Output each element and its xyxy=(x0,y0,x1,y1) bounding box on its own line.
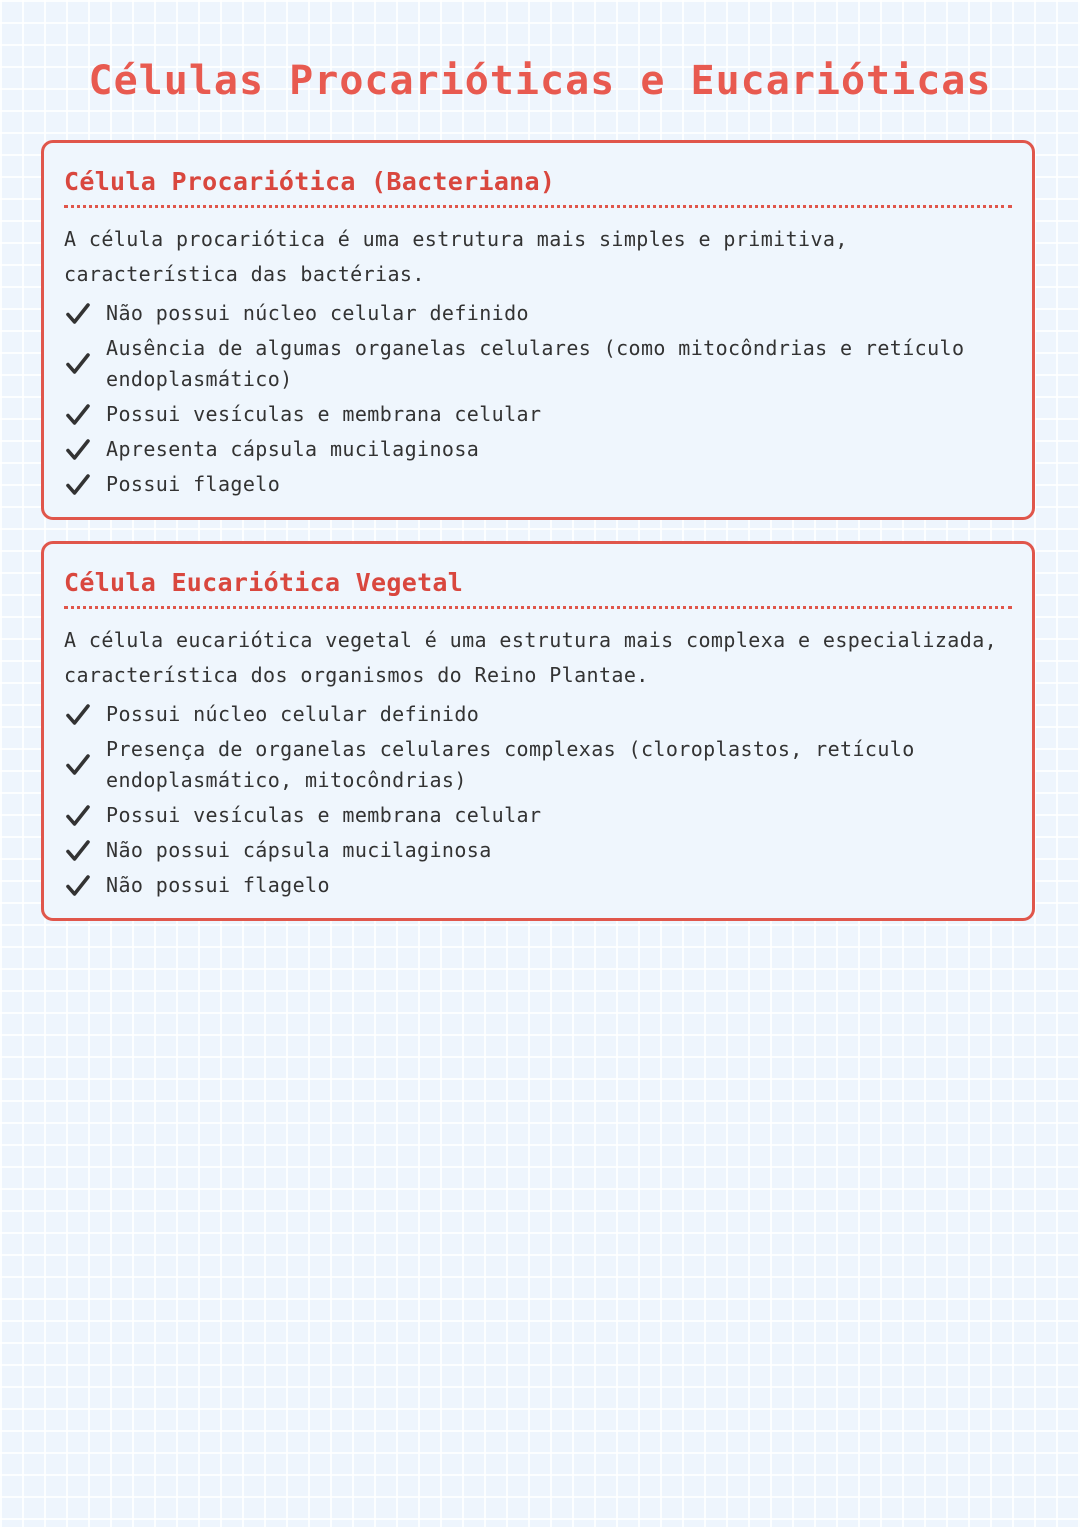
feature-list xyxy=(64,296,1012,502)
list-item xyxy=(64,296,1012,331)
list-item-text: Ausência de algumas organelas celulares (como mitocôndrias e retículo endoplasmático) xyxy=(106,336,965,391)
list-item xyxy=(64,798,1012,833)
check-icon xyxy=(64,350,92,378)
list-item xyxy=(64,467,1012,502)
list-item-text: Não possui núcleo celular definido xyxy=(106,301,529,325)
list-item xyxy=(64,697,1012,732)
check-icon xyxy=(64,300,92,328)
page-title: Células Procarióticas e Eucarióticas xyxy=(88,58,992,104)
check-icon xyxy=(64,401,92,429)
list-item xyxy=(64,432,1012,467)
check-icon xyxy=(64,872,92,900)
card-title: Célula Eucariótica Vegetal xyxy=(64,566,1012,609)
check-icon xyxy=(64,837,92,865)
check-icon xyxy=(64,701,92,729)
card-prokaryotic xyxy=(41,140,1035,520)
check-icon xyxy=(64,436,92,464)
list-item xyxy=(64,331,1012,397)
check-icon xyxy=(64,751,92,779)
list-item-text: Possui núcleo celular definido xyxy=(106,702,480,726)
list-item-text: Apresenta cápsula mucilaginosa xyxy=(106,437,480,461)
card-eukaryotic-plant xyxy=(41,541,1035,921)
list-item-text: Não possui cápsula mucilaginosa xyxy=(106,838,492,862)
list-item xyxy=(64,868,1012,903)
list-item xyxy=(64,732,1012,798)
check-icon xyxy=(64,471,92,499)
list-item-text: Não possui flagelo xyxy=(106,873,330,897)
card-description: A célula procariótica é uma estrutura mais simples e primitiva, característica das bactérias. xyxy=(64,227,848,286)
check-icon xyxy=(64,802,92,830)
list-item-text: Presença de organelas celulares complexas (cloroplastos, retículo endoplasmático, mitocôndrias) xyxy=(106,737,915,792)
list-item-text: Possui vesículas e membrana celular xyxy=(106,402,542,426)
feature-list xyxy=(64,697,1012,903)
list-item xyxy=(64,397,1012,432)
list-item xyxy=(64,833,1012,868)
card-description: A célula eucariótica vegetal é uma estrutura mais complexa e especializada, característica dos organismos do Reino Plantae. xyxy=(64,628,998,687)
list-item-text: Possui flagelo xyxy=(106,472,281,496)
list-item-text: Possui vesículas e membrana celular xyxy=(106,803,542,827)
card-title: Célula Procariótica (Bacteriana) xyxy=(64,165,1012,208)
